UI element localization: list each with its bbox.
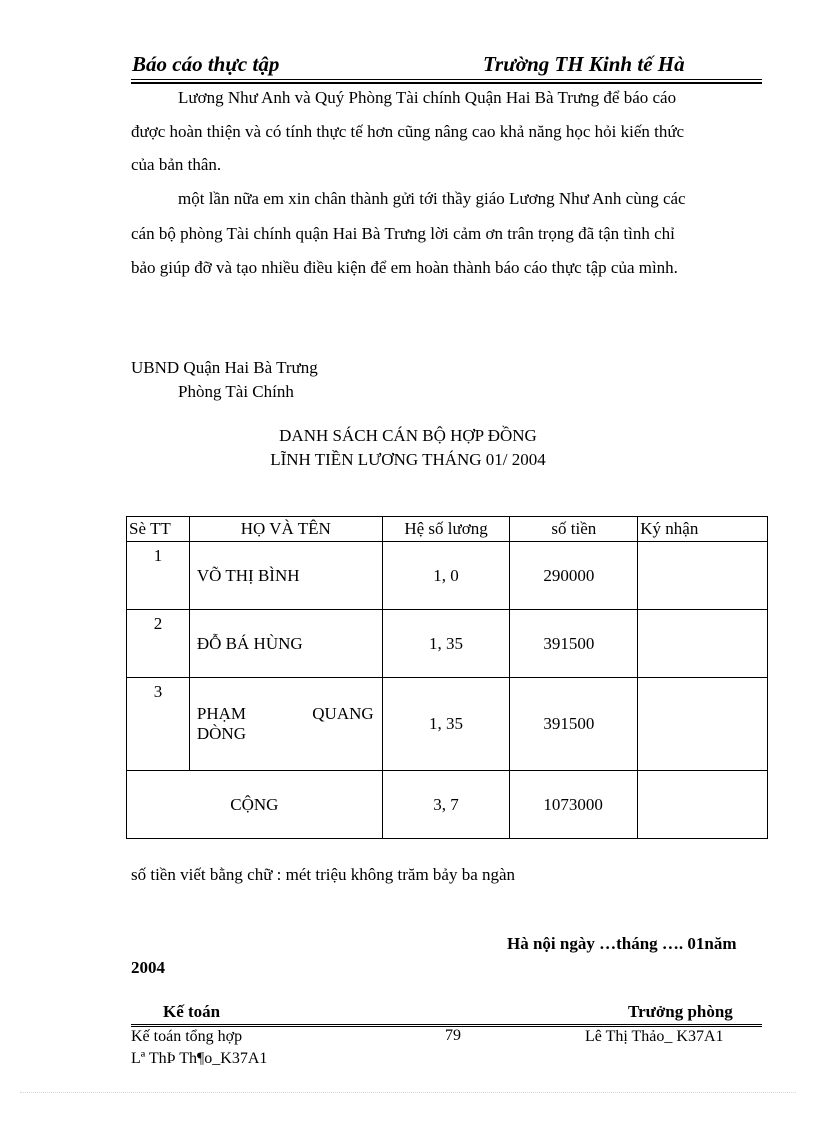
page-bottom-border <box>20 1092 796 1093</box>
header-name: HỌ VÀ TÊN <box>189 517 382 542</box>
header-stt: Sè TT <box>127 517 190 542</box>
footer-left-line-1: Kế toán tổng hợp <box>131 1028 243 1045</box>
signature-head: Trưởng phòng <box>628 1002 733 1021</box>
row-coefficient: 1, 35 <box>382 610 510 678</box>
row-signature <box>638 678 768 771</box>
header-coefficient: Hệ số lương <box>382 517 510 542</box>
row-name-line-1 <box>197 704 382 724</box>
row-name-part: QUANG <box>312 704 374 723</box>
row-signature <box>638 610 768 678</box>
paragraph-1-line-2: được hoàn thiện và có tính thực tế hơn cũng nâng cao khả năng học hỏi kiến thức <box>131 122 685 141</box>
row-coefficient: 1, 0 <box>382 542 510 610</box>
total-label: CỘNG <box>127 771 383 839</box>
org-district: UBND Quận Hai Bà Trưng <box>131 358 318 377</box>
paragraph-2-line-1: một lần nữa em xin chân thành gửi tới thầy giáo Lương Như Anh cùng các <box>178 189 686 208</box>
header-rule-thin <box>131 79 762 80</box>
header-report-title: Báo cáo thực tập <box>132 52 280 76</box>
row-name: ĐỖ BÁ HÙNG <box>189 610 382 678</box>
row-stt: 2 <box>127 610 190 678</box>
table-header-row <box>127 517 768 542</box>
total-amount: 1073000 <box>510 771 638 839</box>
table-row <box>127 678 768 771</box>
row-amount: 391500 <box>510 610 638 678</box>
row-amount: 290000 <box>510 542 638 610</box>
salary-table <box>126 516 768 839</box>
row-coefficient: 1, 35 <box>382 678 510 771</box>
row-stt: 3 <box>127 678 190 771</box>
header-school-name: Trường TH Kinh tế Hà <box>483 52 685 76</box>
amount-in-words: số tiền viết bằng chữ : mét triệu không trăm bảy ba ngàn <box>131 865 516 884</box>
signature-accountant: Kế toán <box>163 1002 221 1021</box>
total-signature <box>638 771 768 839</box>
row-name: VÕ THỊ BÌNH <box>189 542 382 610</box>
header-amount: số tiền <box>510 517 638 542</box>
table-row <box>127 542 768 610</box>
total-coefficient: 3, 7 <box>382 771 510 839</box>
table-row <box>127 610 768 678</box>
row-signature <box>638 542 768 610</box>
date-line: Hà nội ngày …tháng …. 01năm <box>507 934 737 953</box>
paragraph-2-line-3: bảo giúp đỡ và tạo nhiều điều kiện để em hoàn thành báo cáo thực tập của mình. <box>131 258 678 277</box>
list-subtitle: LĨNH TIỀN LƯƠNG THÁNG 01/ 2004 <box>270 450 546 469</box>
row-stt: 1 <box>127 542 190 610</box>
row-name <box>189 678 382 771</box>
total-row <box>127 771 768 839</box>
paragraph-1-line-3: của bản thân. <box>131 155 222 174</box>
footer-rule <box>131 1024 762 1025</box>
date-year: 2004 <box>131 958 165 977</box>
footer-left-line-2: Lª ThÞ Th¶o_K37A1 <box>131 1050 268 1067</box>
list-title: DANH SÁCH CÁN BỘ HỢP ĐỒNG <box>279 426 537 445</box>
paragraph-1-line-1: Lương Như Anh và Quý Phòng Tài chính Quận Hai Bà Trưng để báo cáo <box>178 88 677 107</box>
row-amount: 391500 <box>510 678 638 771</box>
header-rule-thick <box>131 82 762 84</box>
row-name-part: PHẠM <box>196 704 246 723</box>
footer-author: Lê Thị Thảo_ K37A1 <box>585 1028 724 1045</box>
row-name-line-2: DÒNG <box>196 724 246 743</box>
paragraph-2-line-2: cán bộ phòng Tài chính quận Hai Bà Trưng lời cảm ơn trân trọng đã tận tình chỉ <box>131 224 675 243</box>
header-signature: Ký nhận <box>638 517 768 542</box>
org-department: Phòng Tài Chính <box>178 382 294 401</box>
page-number: 79 <box>445 1027 461 1044</box>
